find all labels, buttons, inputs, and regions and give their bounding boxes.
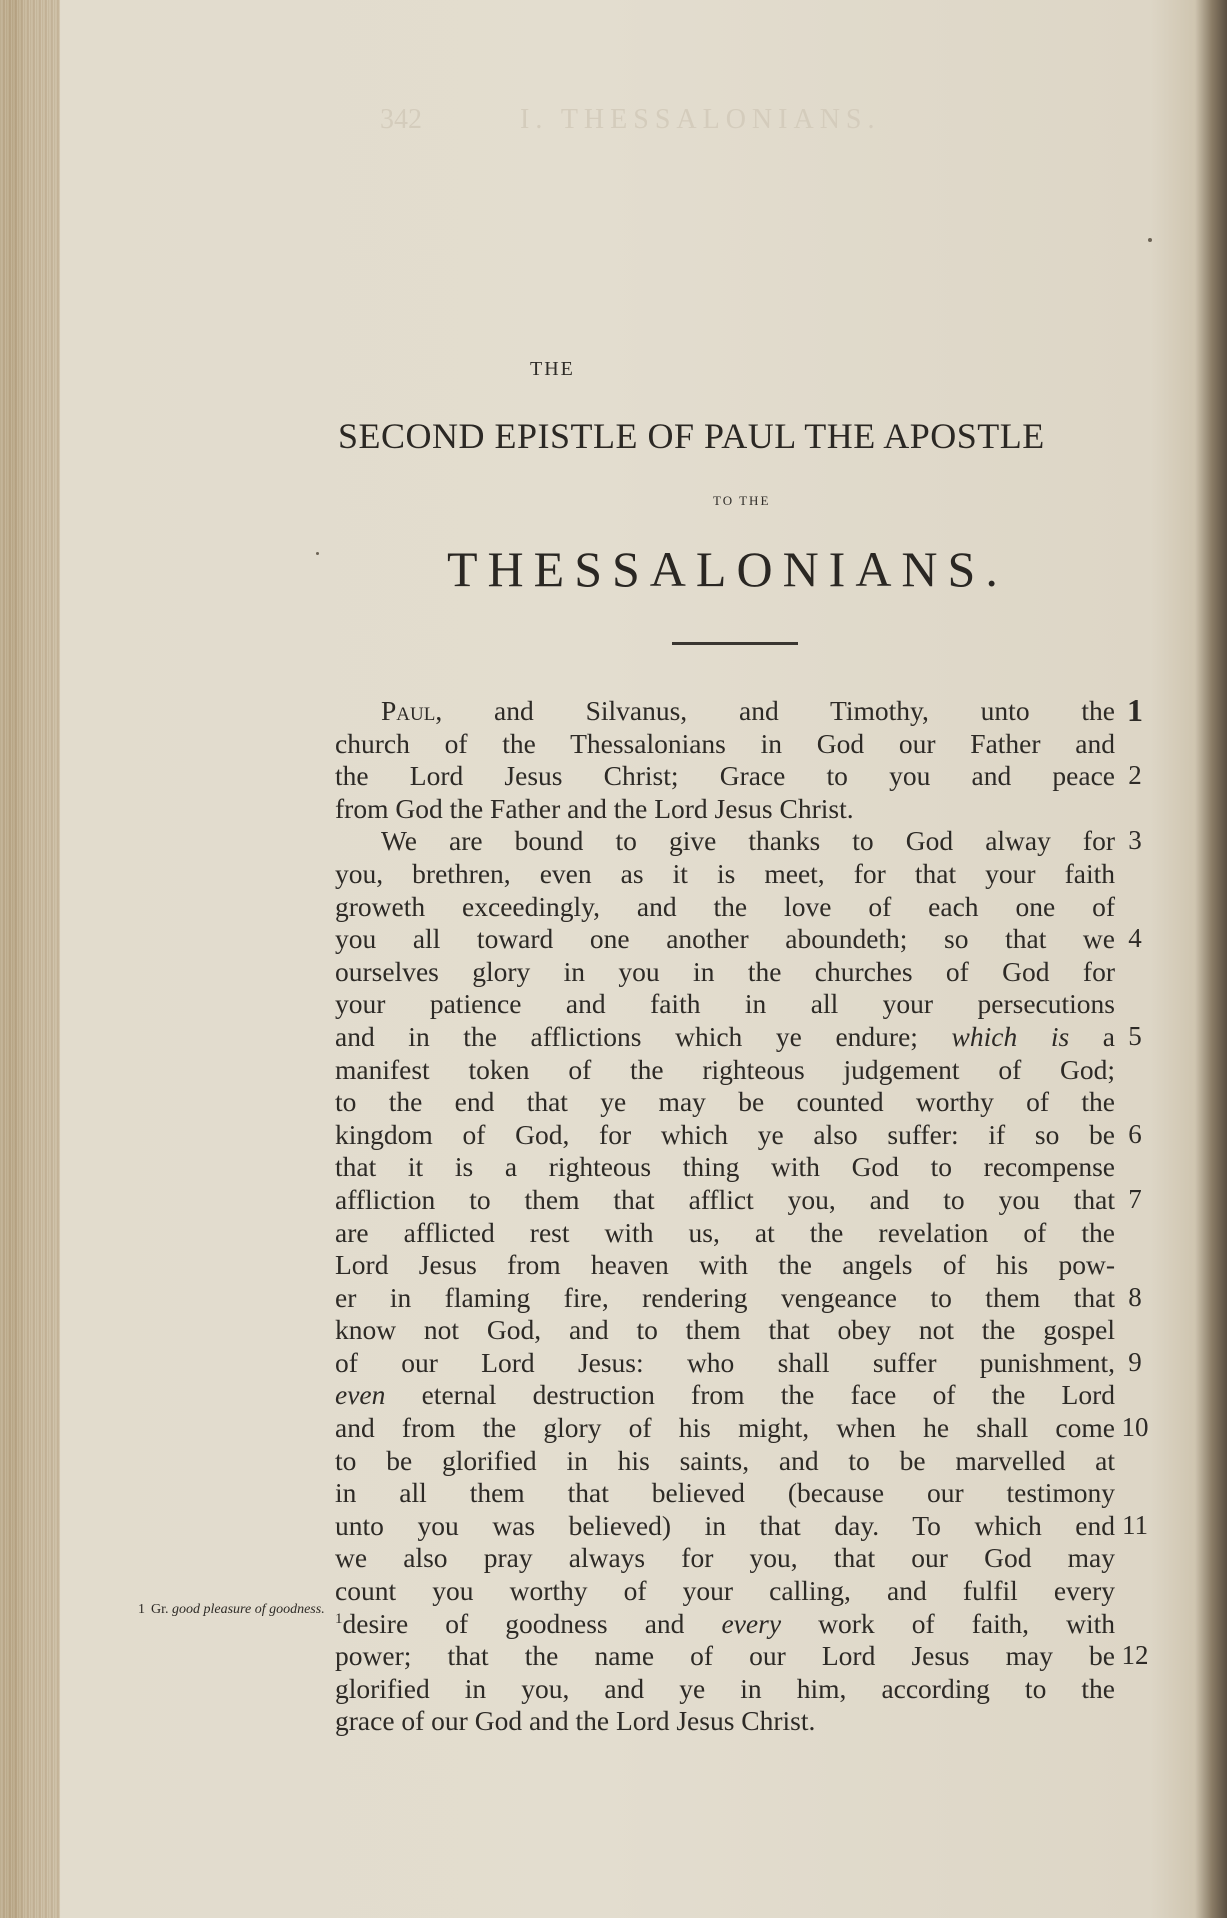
verse-number: 10	[1121, 1412, 1149, 1443]
text-line: to be glorified in his saints, and to be marvelled at	[335, 1444, 1115, 1476]
text-line: the Lord Jesus Christ; Grace to you and peace	[335, 760, 1115, 792]
text-line: $^1$desire of goodness and every work of faith, with	[335, 1607, 1115, 1639]
text-line: power; that the name of our Lord Jesus may be	[335, 1640, 1115, 1672]
text-line: know not God, and to them that obey not the gospel	[335, 1314, 1115, 1346]
ghost-running-head: I. THESSALONIANS.	[520, 104, 881, 135]
text-line: and from the glory of his might, when he shall come	[335, 1412, 1115, 1444]
text-line: manifest token of the righteous judgement of God;	[335, 1053, 1115, 1085]
text-line: of our Lord Jesus: who shall suffer punishment,	[335, 1346, 1115, 1378]
text-line: affliction to them that afflict you, and to you that	[335, 1183, 1115, 1215]
verse-number: 4	[1128, 923, 1142, 954]
text-line: count you worthy of your calling, and fulfil every	[335, 1575, 1115, 1607]
text-line: church of the Thessalonians in God our Father and	[335, 727, 1115, 759]
paper-speck	[316, 552, 319, 555]
paper-speck	[1148, 238, 1152, 242]
text-line: ourselves glory in you in the churches of God for	[335, 955, 1115, 987]
heading-recipients: THESSALONIANS.	[447, 541, 1008, 597]
text-line: er in flaming fire, rendering vengeance to them that	[335, 1281, 1115, 1313]
verse-number: 7	[1128, 1184, 1142, 1214]
text-line: glorified in you, and ye in him, according to the	[335, 1672, 1115, 1704]
page-edge-shadow	[0, 0, 60, 1918]
heading-the: THE	[530, 358, 575, 380]
text-line: your patience and faith in all your persecutions	[335, 988, 1115, 1020]
text-line: grace of our God and the Lord Jesus Christ.	[335, 1705, 816, 1737]
text-line: kingdom of God, for which ye also suffer: if so be	[335, 1118, 1115, 1150]
text-line: Lord Jesus from heaven with the angels of his pow-	[335, 1249, 1115, 1281]
text-line: you, brethren, even as it is meet, for that your faith	[335, 857, 1115, 889]
text-line: to the end that ye may be counted worthy of the	[335, 1086, 1115, 1118]
verse-number: 12	[1121, 1640, 1149, 1671]
margin-note-mark: 1	[138, 1602, 145, 1617]
text-line: from God the Father and the Lord Jesus Christ.	[335, 792, 854, 824]
margin-note	[138, 1600, 336, 1620]
verse-number: 2	[1128, 760, 1142, 791]
text-line: that it is a righteous thing with God to recompense	[335, 1151, 1115, 1183]
text-line: unto you was believed) in that day. To which end	[335, 1509, 1115, 1541]
margin-note-text: Gr. good pleasure of goodness.	[151, 1602, 325, 1617]
text-line: even eternal destruction from the face of the Lord	[335, 1379, 1115, 1411]
scripture-text	[335, 695, 1115, 1738]
chapter-number: 1	[1127, 692, 1143, 728]
text-line: groweth exceedingly, and the love of each one of	[335, 890, 1115, 922]
verse-number: 8	[1128, 1281, 1142, 1312]
verse-number: 6	[1128, 1118, 1142, 1149]
verse-number: 9	[1128, 1347, 1142, 1377]
verse-number: 5	[1128, 1021, 1142, 1051]
heading-rule	[672, 642, 798, 645]
text-line: are afflicted rest with us, at the revelation of the	[335, 1216, 1115, 1248]
ghost-page-number: 342	[380, 104, 422, 135]
verse-number: 3	[1128, 825, 1142, 856]
text-line: in all them that believed (because our testimony	[335, 1477, 1115, 1509]
heading-epistle: SECOND EPISTLE OF PAUL THE APOSTLE	[338, 416, 1045, 456]
verse-number: 11	[1122, 1510, 1148, 1540]
text-line: We are bound to give thanks to God alway for	[381, 825, 1115, 857]
text-line: you all toward one another aboundeth; so that we	[335, 923, 1115, 955]
text-line: we also pray always for you, that our God may	[335, 1542, 1115, 1574]
text-line: and in the afflictions which ye endure; which is a	[335, 1020, 1115, 1052]
heading-to-the: TO THE	[713, 493, 771, 508]
text-line: Paul, and Silvanus, and Timothy, unto the	[381, 695, 1115, 726]
